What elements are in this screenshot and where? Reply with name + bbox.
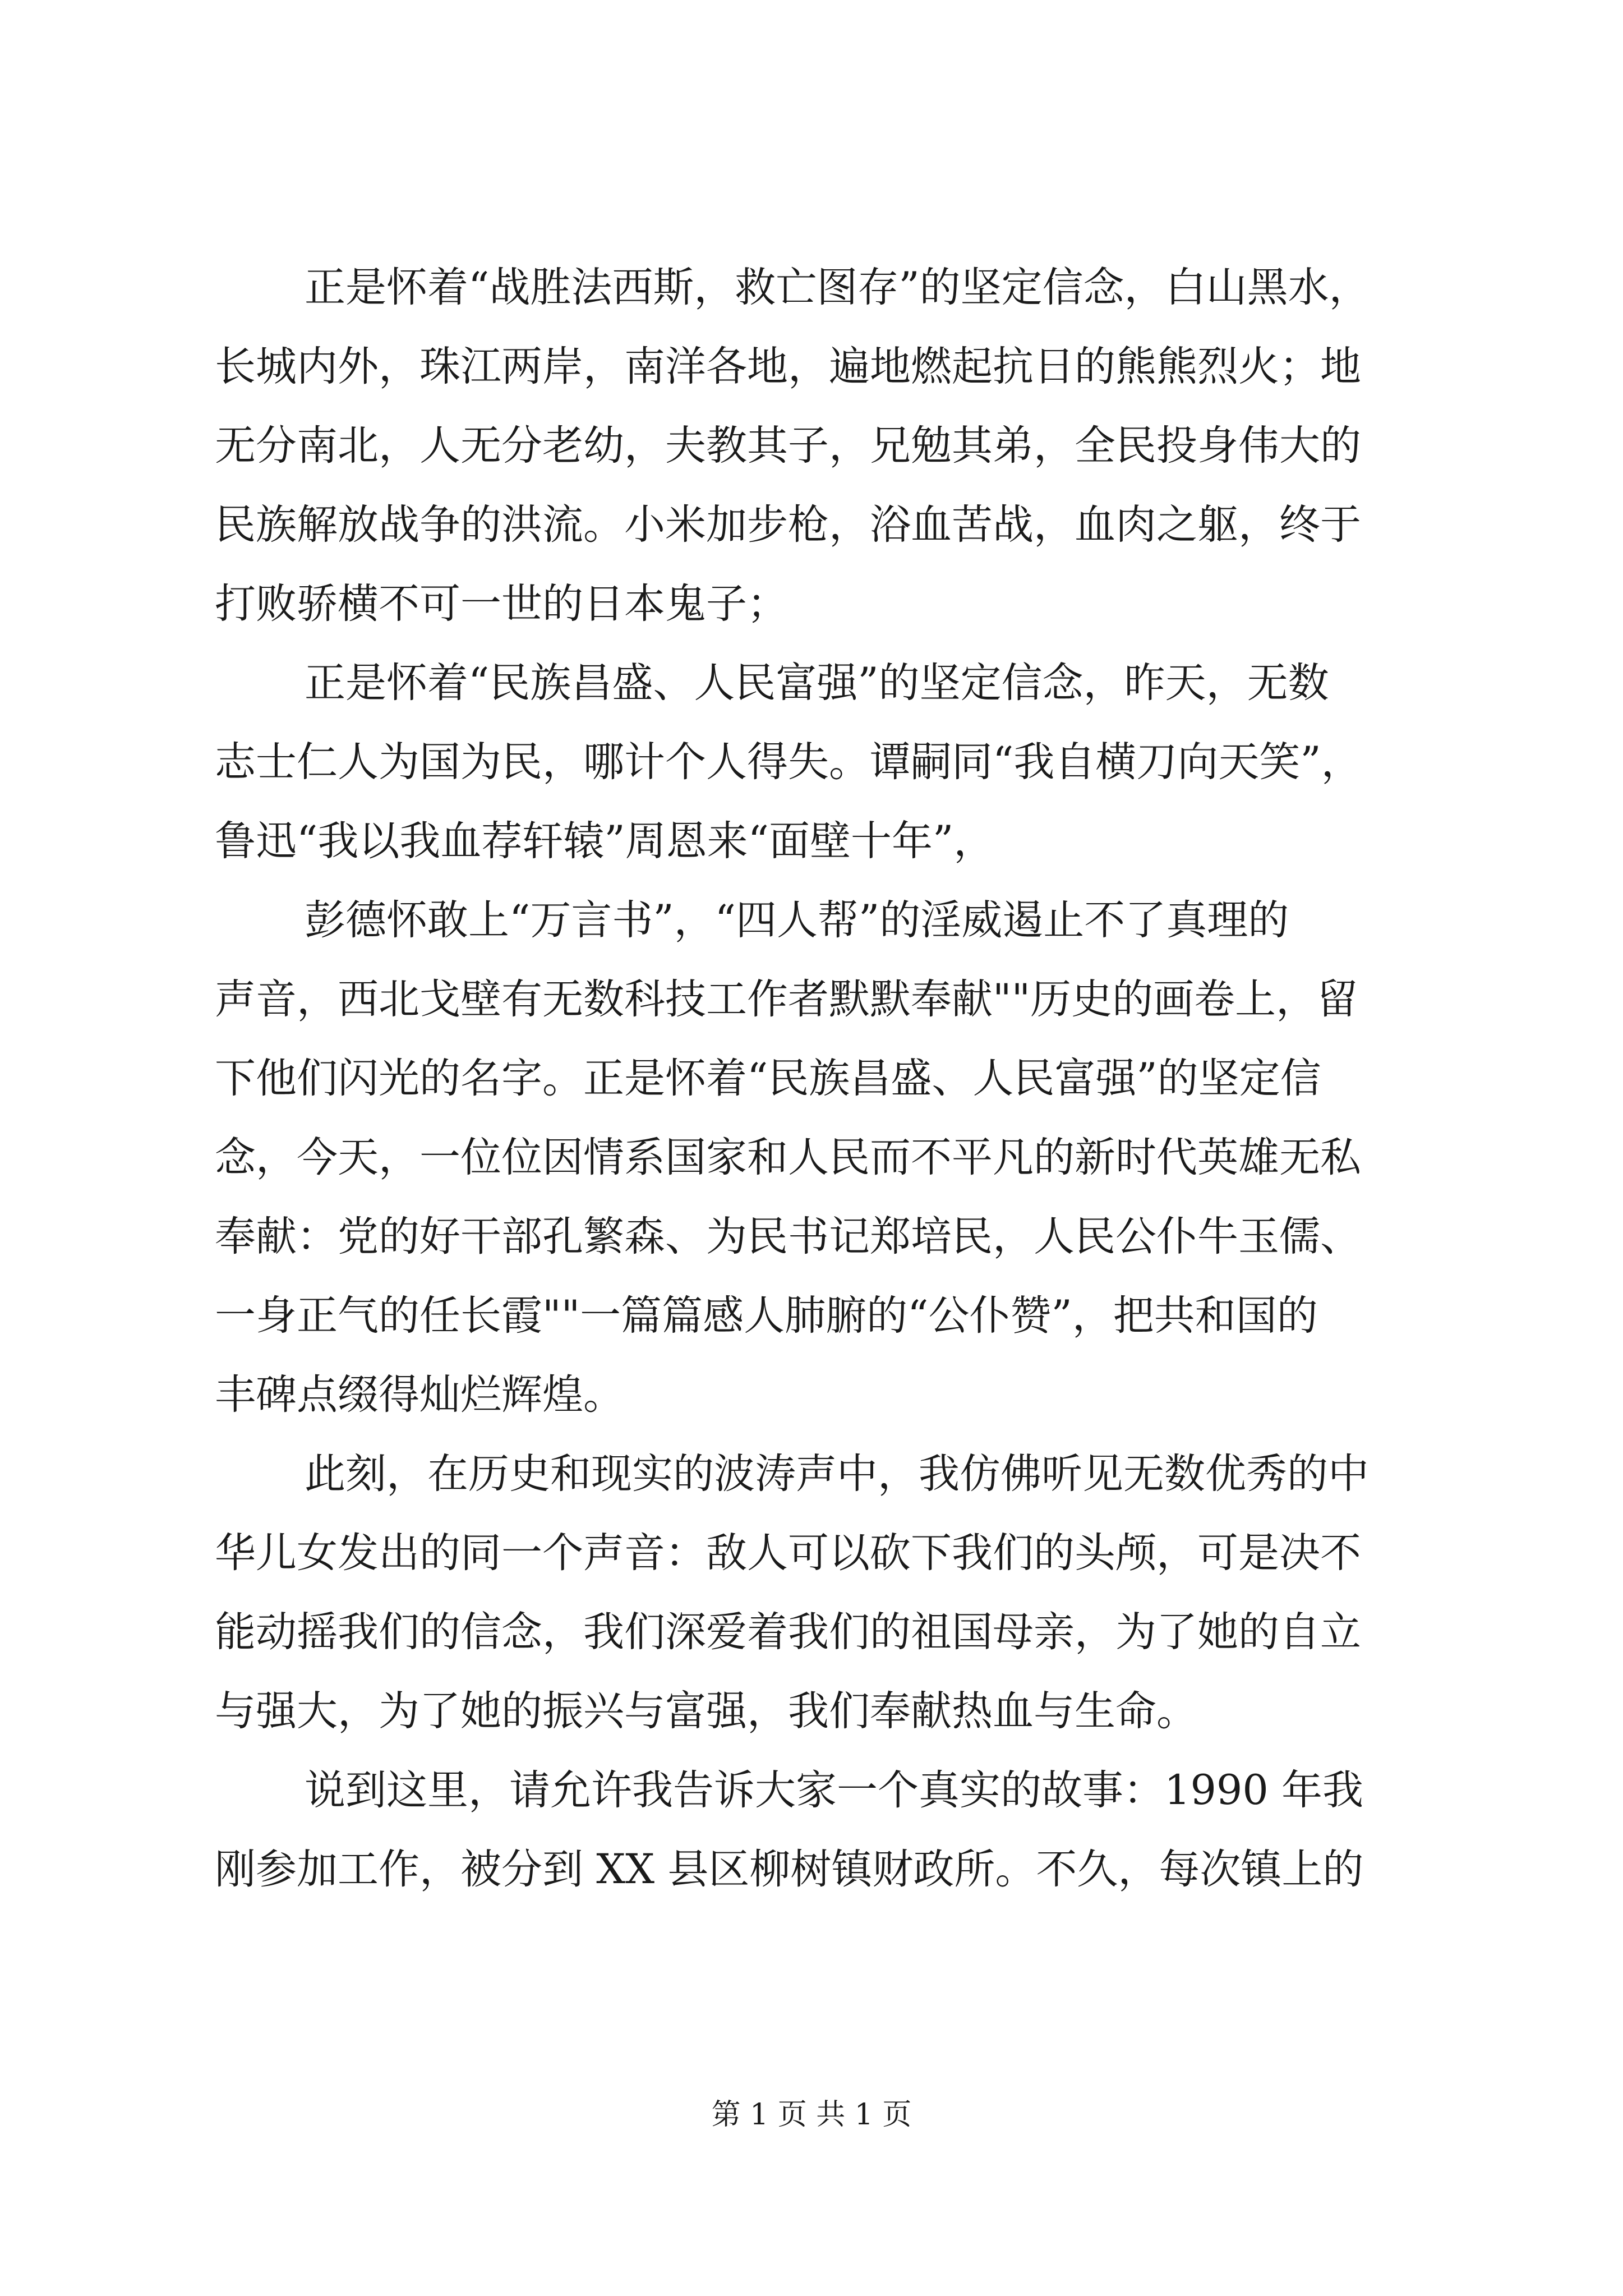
text-line: 正是怀着“战胜法西斯，救亡图存”的坚定信念，白山黑水， <box>305 264 1370 311</box>
paragraph <box>215 643 1449 881</box>
page-footer <box>0 2095 1623 2134</box>
text-line: 鲁迅“我以我血荐轩辕”周恩来“面壁十年”， <box>215 817 995 865</box>
text-line: 刚参加工作，被分到 XX 县区柳树镇财政所。不久，每次镇上的 <box>215 1846 1364 1893</box>
paragraph <box>215 881 1449 1434</box>
text-line: 打败骄横不可一世的日本鬼子； <box>215 580 788 628</box>
text-line: 长城内外，珠江两岸，南洋各地，遍地燃起抗日的熊熊烈火；地 <box>215 343 1361 390</box>
text-line: 志士仁人为国为民，哪计个人得失。谭嗣同“我自横刀向天笑”， <box>215 738 1362 786</box>
text-line: 华儿女发出的同一个声音：敌人可以砍下我们的头颅，可是决不 <box>215 1529 1361 1577</box>
paragraph <box>215 248 1449 643</box>
text-line: 声音，西北戈壁有无数科技工作者默默奉献""历史的画卷上，留 <box>215 976 1358 1023</box>
text-line: 丰碑点缀得灿烂辉煌。 <box>215 1371 624 1419</box>
text-line: 念，今天，一位位因情系国家和人民而不平凡的新时代英雄无私 <box>215 1134 1361 1181</box>
text-line: 奉献：党的好干部孔繁森、为民书记郑培民，人民公仆牛玉儒、 <box>215 1213 1361 1260</box>
text-line: 彭德怀敢上“万言书”，“四人帮”的淫威遏止不了真理的 <box>305 896 1289 944</box>
text-line: 与强大，为了她的振兴与富强，我们奉献热血与生命。 <box>215 1687 1197 1735</box>
text-line: 正是怀着“民族昌盛、人民富强”的坚定信念，昨天，无数 <box>305 659 1329 707</box>
text-line: 一身正气的任长霞""一篇篇感人肺腑的“公仆赞”，把共和国的 <box>215 1292 1318 1340</box>
page-number: 第 1 页 共 1 页 <box>711 2098 912 2132</box>
text-line: 民族解放战争的洪流。小米加步枪，浴血苦战，血肉之躯，终于 <box>215 501 1361 549</box>
text-line: 说到这里，请允许我告诉大家一个真实的故事：1990 年我 <box>305 1766 1363 1814</box>
text-line: 下他们闪光的名字。正是怀着“民族昌盛、人民富强”的坚定信 <box>215 1055 1321 1102</box>
document-body <box>215 248 1449 1909</box>
text-line: 此刻，在历史和现实的波涛声中，我仿佛听见无数优秀的中 <box>305 1450 1369 1498</box>
text-line: 无分南北，人无分老幼，夫教其子，兄勉其弟，全民投身伟大的 <box>215 422 1361 470</box>
text-line: 能动摇我们的信念，我们深爱着我们的祖国母亲，为了她的自立 <box>215 1608 1361 1656</box>
paragraph <box>215 1434 1449 1751</box>
paragraph <box>215 1751 1449 1909</box>
